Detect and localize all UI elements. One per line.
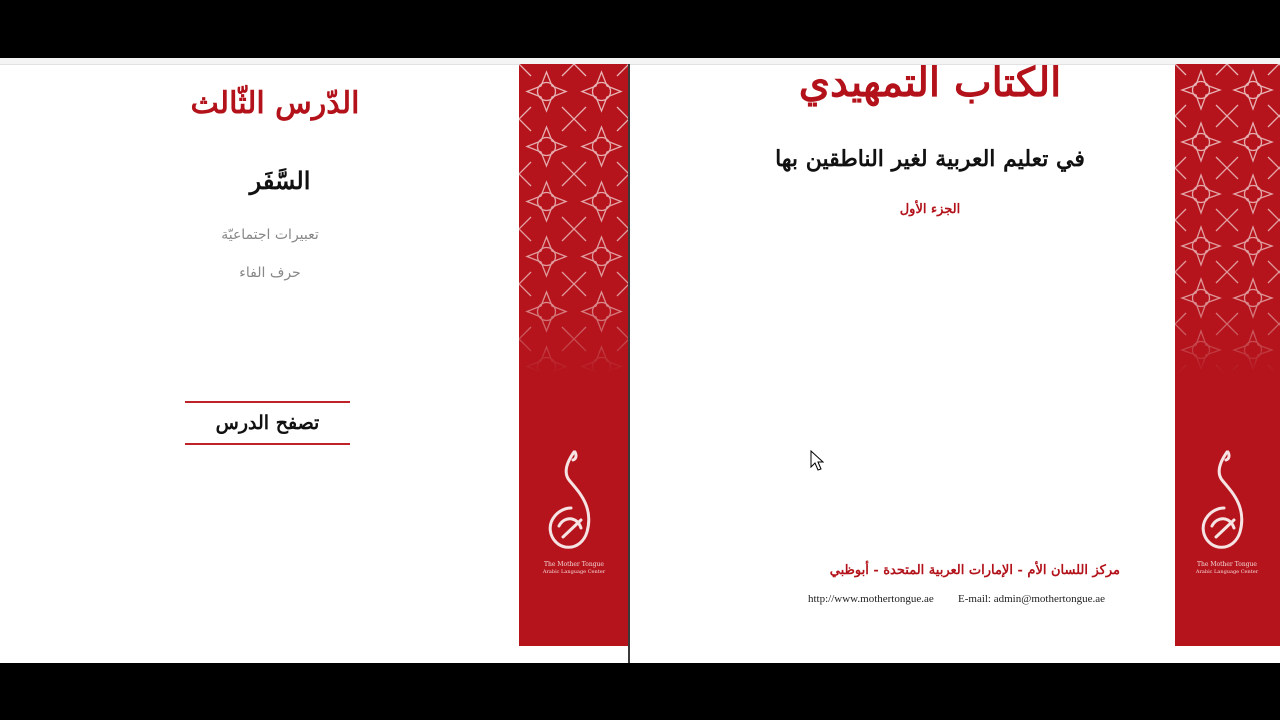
geometric-pattern-icon	[519, 64, 629, 374]
bottom-letterbox	[0, 663, 1280, 720]
ornament-band-left	[519, 64, 629, 646]
logo-caption-line1: The Mother Tongue	[1197, 561, 1257, 568]
topic-item: تعبيرات اجتماعيّة	[221, 227, 319, 243]
website-link[interactable]: http://www.mothertongue.ae	[808, 593, 934, 605]
logo-caption-line2: Arabic Language Center	[542, 569, 606, 575]
topic-item: حرف الفاء	[239, 265, 301, 281]
browse-lesson-button[interactable]: تصفح الدرس	[185, 401, 350, 445]
book-subtitle: في تعليم العربية لغير الناطقين بها	[775, 146, 1085, 172]
publisher-line: مركز اللسان الأم - الإمارات العربية المتحدة - أبوظبي	[829, 563, 1120, 578]
ornament-band-right	[1175, 64, 1280, 646]
mother-tongue-logo-icon	[1175, 442, 1280, 582]
logo-caption-line2: Arabic Language Center	[1195, 569, 1259, 575]
book-title: الكتاب التمهيدي	[798, 59, 1062, 106]
mother-tongue-logo-icon	[519, 442, 629, 582]
logo-caption-line1: The Mother Tongue	[544, 561, 604, 568]
geometric-pattern-icon	[1175, 64, 1280, 374]
book-part-label: الجزء الأول	[899, 202, 961, 217]
page-divider	[628, 64, 630, 663]
lesson-title: الدّرس الثّالث	[190, 86, 360, 121]
mouse-cursor-icon	[810, 450, 824, 472]
lesson-subject: السَّفَر	[249, 166, 311, 195]
top-letterbox	[0, 0, 1280, 58]
email-link[interactable]: E-mail: admin@mothertongue.ae	[958, 593, 1105, 605]
